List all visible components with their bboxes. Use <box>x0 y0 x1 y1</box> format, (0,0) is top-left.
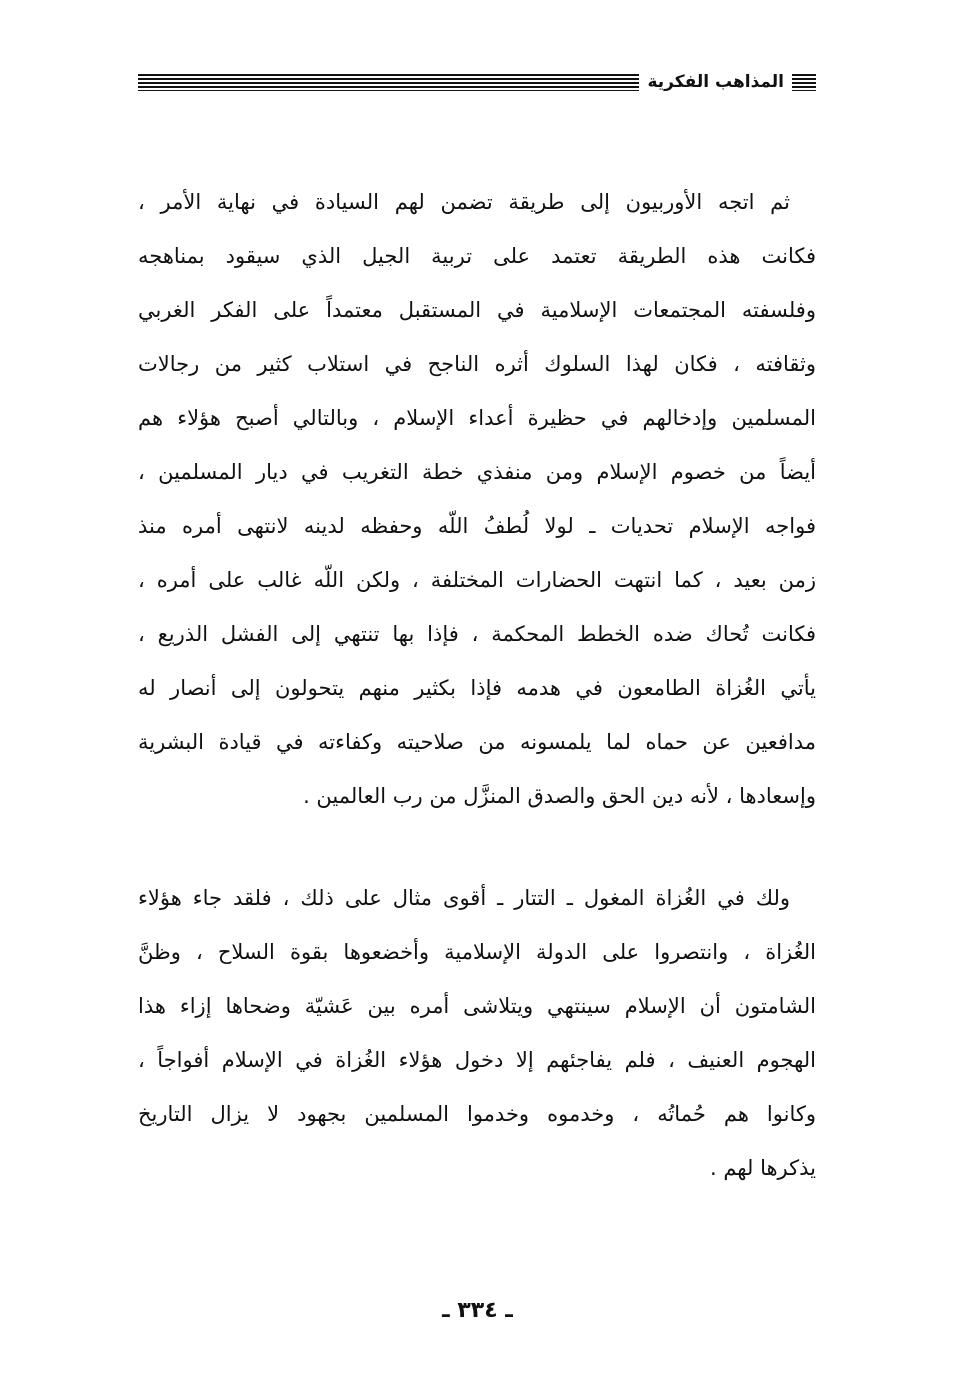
text-line: وإسعادها ، لأنه دين الحق والصدق المنزَّل من رب العالمين . <box>303 784 816 808</box>
body-text <box>138 175 816 1195</box>
paragraph-1 <box>138 175 816 823</box>
text-line: فكانت تُحاك ضده الخطط المحكمة ، فإذا بها تنتهي إلى الفشل الذريع ، <box>138 622 816 646</box>
text-line: المسلمين وإدخالهم في حظيرة أعداء الإسلام ، وبالتالي أصبح هؤلاء هم <box>138 406 816 430</box>
text-line: يأتي الغُزاة الطامعون في هدمه فإذا بكثير منهم يتحولون إلى أنصار له <box>138 676 816 700</box>
page-header <box>138 68 816 96</box>
header-rule <box>138 74 639 91</box>
text-line: وفلسفته المجتمعات الإسلامية في المستقبل معتمداً على الفكر الغربي <box>138 298 816 322</box>
text-line: فواجه الإسلام تحديات ـ لولا لُطفُ اللّه وحفظه لدينه لانتهى أمره منذ <box>138 514 816 538</box>
text-line: الشامتون أن الإسلام سينتهي ويتلاشى أمره بين عَشيّة وضحاها إزاء هذا <box>138 994 816 1018</box>
text-line: فكانت هذه الطريقة تعتمد على تربية الجيل الذي سيقود بمناهجه <box>138 244 816 268</box>
text-line: وكانوا هم حُماتُه ، وخدموه وخدموا المسلمين بجهود لا يزال التاريخ <box>138 1102 816 1126</box>
page-number: ـ ٣٣٤ ـ <box>442 1298 513 1323</box>
text-line: الهجوم العنيف ، فلم يفاجئهم إلا دخول هؤلاء الغُزاة في الإسلام أفواجاً ، <box>138 1048 816 1072</box>
text-line: زمن بعيد ، كما انتهت الحضارات المختلفة ، ولكن اللّه غالب على أمره ، <box>138 568 816 592</box>
text-line: مدافعين عن حماه لما يلمسونه من صلاحيته وكفاءته في قيادة البشرية <box>138 730 816 754</box>
header-ornament <box>792 74 816 91</box>
text-line: ثم اتجه الأوربيون إلى طريقة تضمن لهم السيادة في نهاية الأمر ، <box>138 190 790 214</box>
running-title: المذاهب الفكرية <box>647 71 784 92</box>
text-line: يذكرها لهم . <box>709 1156 816 1180</box>
text-line: أيضاً من خصوم الإسلام ومن منفذي خطة التغريب في ديار المسلمين ، <box>138 460 816 484</box>
paragraph-2 <box>138 871 816 1195</box>
text-line: وثقافته ، فكان لهذا السلوك أثره الناجح في استلاب كثير من رجالات <box>138 352 816 376</box>
text-line: الغُزاة ، وانتصروا على الدولة الإسلامية وأخضعوها بقوة السلاح ، وظنَّ <box>138 940 816 964</box>
text-line: ولك في الغُزاة المغول ـ التتار ـ أقوى مثال على ذلك ، فلقد جاء هؤلاء <box>138 886 790 910</box>
